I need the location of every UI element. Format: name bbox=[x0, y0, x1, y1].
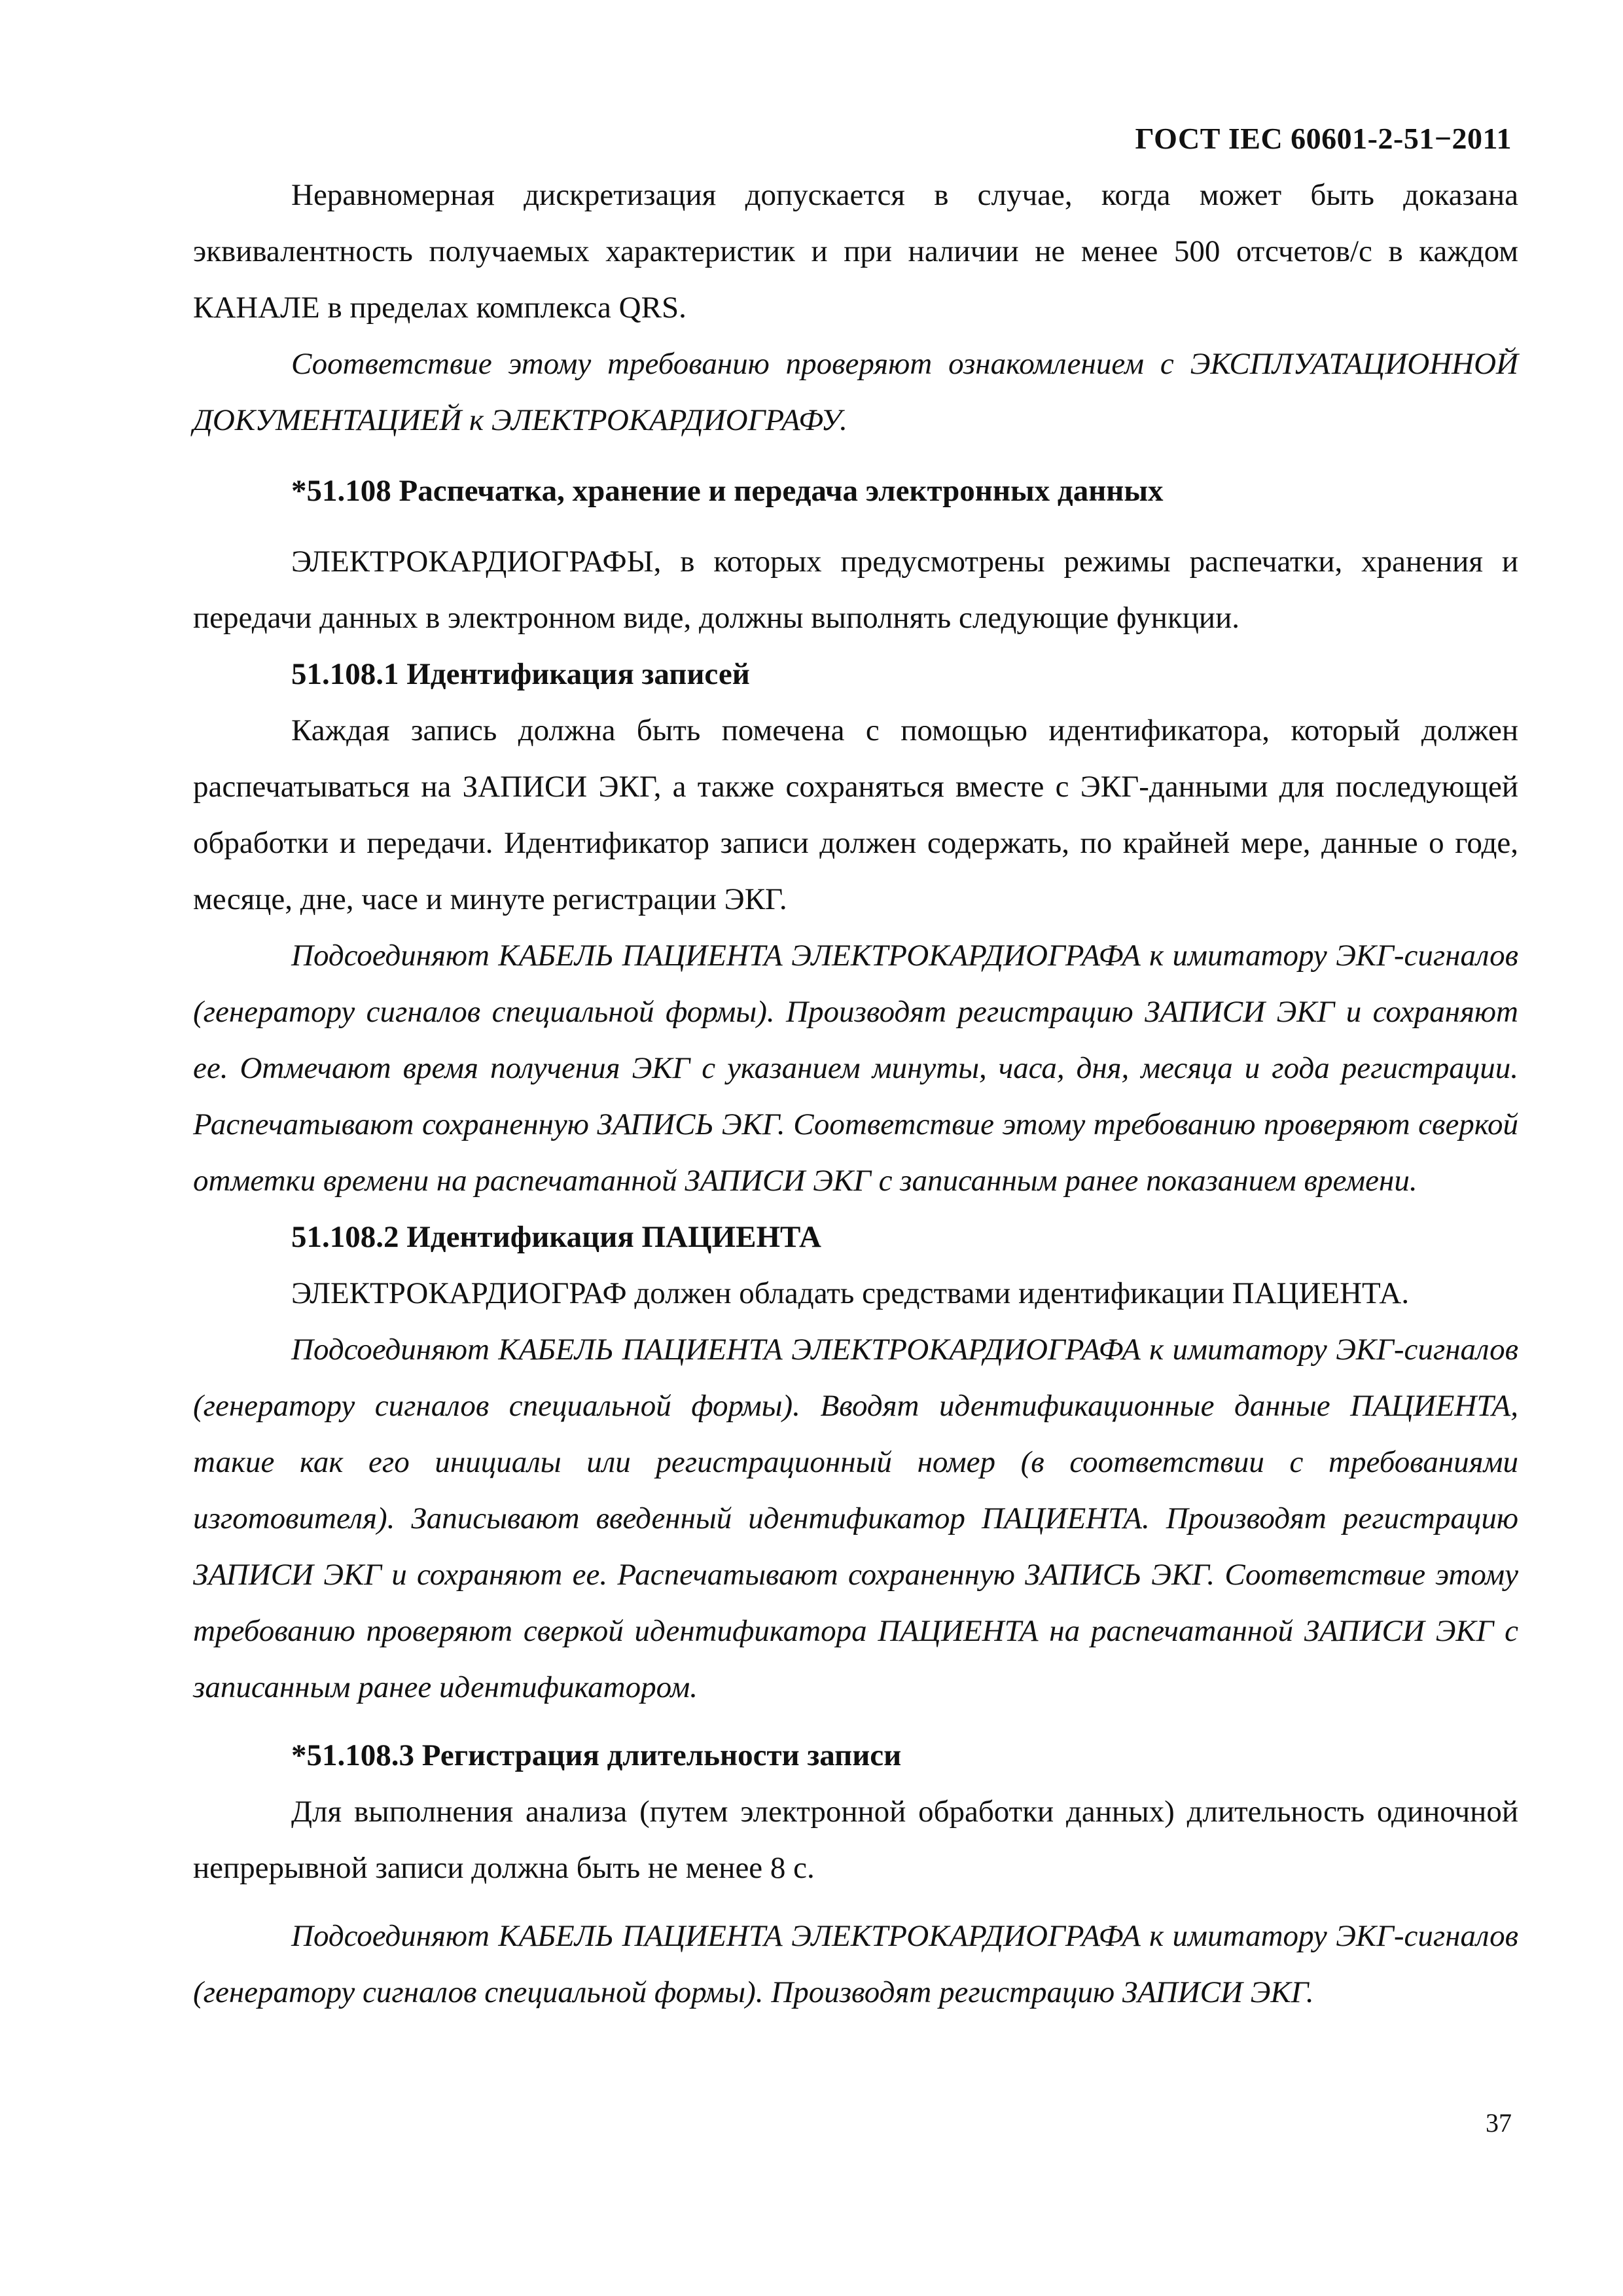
document-body bbox=[193, 167, 1518, 2020]
page-number: 37 bbox=[1486, 2108, 1512, 2138]
paragraph-electronic-data-functions: ЭЛЕКТРОКАРДИОГРАФЫ, в которых предусмотрены режимы распечатки, хранения и передачи данных в электронном виде, должны выполнять следующие функции. bbox=[193, 545, 1518, 635]
paragraph-patient-identification-test: Подсоединяют КАБЕЛЬ ПАЦИЕНТА ЭЛЕКТРОКАРДИОГРАФА к имитатору ЭКГ-сигналов (генератору сигналов специальной формы). Вводят идентификационные данные ПАЦИЕНТА, такие как его инициалы или регистрационный номер (в соответствии с требованиями изготовителя). Записывают введенный идентификатор ПАЦИЕНТА. Производят регистрацию ЗАПИСИ ЭКГ и сохраняют ее. Распечатывают сохраненную ЗАПИСЬ ЭКГ. Соответствие этому требованию проверяют сверкой идентификатора ПАЦИЕНТА на распечатанной ЗАПИСИ ЭКГ с записанным ранее идентификатором. bbox=[193, 1333, 1518, 1704]
section-heading-51-108-3: *51.108.3 Регистрация длительности записи bbox=[291, 1738, 902, 1772]
paragraph-record-identifier-test: Подсоединяют КАБЕЛЬ ПАЦИЕНТА ЭЛЕКТРОКАРДИОГРАФА к имитатору ЭКГ-сигналов (генератору сигналов специальной формы). Производят регистрацию ЗАПИСИ ЭКГ и сохраняют ее. Отмечают время получения ЭКГ с указанием минуты, часа, дня, месяца и года регистрации. Распечатывают сохраненную ЗАПИСЬ ЭКГ. Соответствие этому требованию проверяют сверкой отметки времени на распечатанной ЗАПИСИ ЭКГ с записанным ранее показанием времени. bbox=[193, 939, 1518, 1198]
paragraph-compliance-check-documentation: Соответствие этому требованию проверяют ознакомлением с ЭКСПЛУАТАЦИОННОЙ ДОКУМЕНТАЦИЕЙ к ЭЛЕКТРОКАРДИОГРАФУ. bbox=[193, 347, 1518, 437]
paragraph-record-duration: Для выполнения анализа (путем электронной обработки данных) длительность одиночной непрерывной записи должна быть не менее 8 с. bbox=[193, 1795, 1518, 1885]
paragraph-record-duration-test: Подсоединяют КАБЕЛЬ ПАЦИЕНТА ЭЛЕКТРОКАРДИОГРАФА к имитатору ЭКГ-сигналов (генератору сигналов специальной формы). Производят регистрацию ЗАПИСИ ЭКГ. bbox=[193, 1919, 1518, 2009]
paragraph-nonuniform-sampling: Неравномерная дискретизация допускается в случае, когда может быть доказана эквивалентность получаемых характеристик и при наличии не менее 500 отсчетов/с в каждом КАНАЛЕ в пределах комплекса QRS. bbox=[193, 178, 1518, 325]
paragraph-record-identifier: Каждая запись должна быть помечена с помощью идентификатора, который должен распечатываться на ЗАПИСИ ЭКГ, а также сохраняться вместе с ЭКГ-данными для последующей обработки и передачи. Идентификатор записи должен содержать, по крайней мере, данные о годе, месяце, дне, часе и минуте регистрации ЭКГ. bbox=[193, 713, 1518, 916]
section-heading-51-108-2: 51.108.2 Идентификация ПАЦИЕНТА bbox=[291, 1220, 821, 1254]
paragraph-patient-identification: ЭЛЕКТРОКАРДИОГРАФ должен обладать средствами идентификации ПАЦИЕНТА. bbox=[291, 1276, 1410, 1310]
document-header: ГОСТ IEC 60601-2-51−2011 bbox=[1135, 122, 1512, 155]
section-heading-51-108-1: 51.108.1 Идентификация записей bbox=[291, 657, 750, 691]
section-heading-51-108: *51.108 Распечатка, хранение и передача электронных данных bbox=[291, 474, 1164, 508]
